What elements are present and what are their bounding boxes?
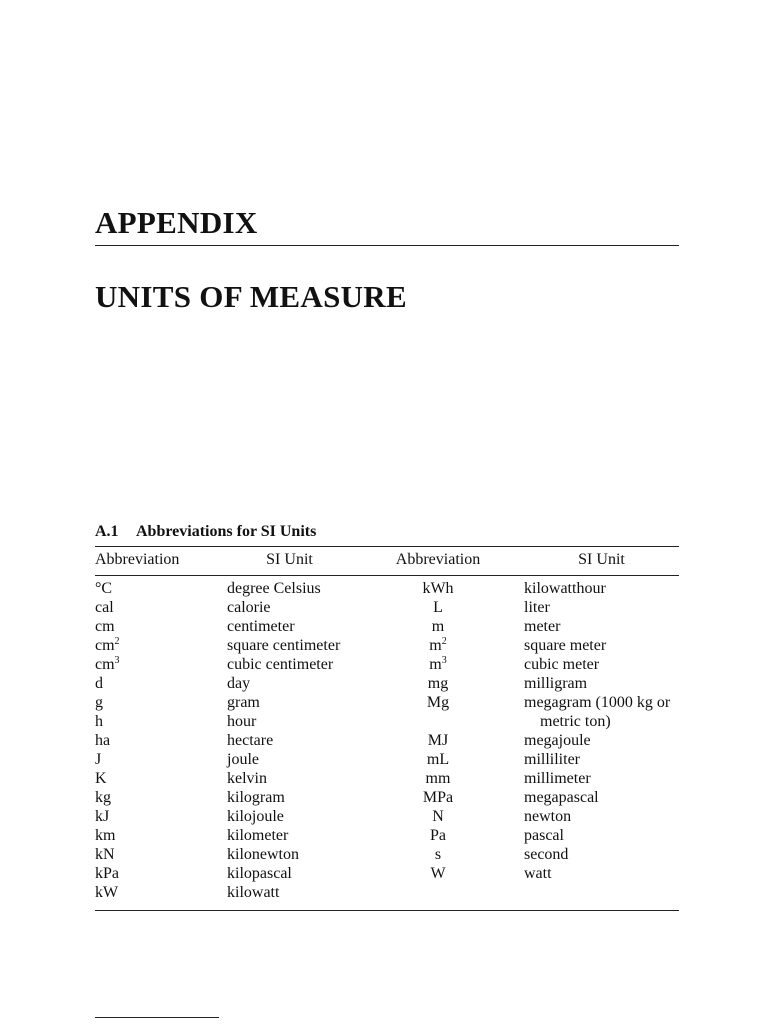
table-caption-text: Abbreviations for SI Units (136, 523, 317, 540)
abbreviation-text: ha (95, 732, 111, 749)
si-unit-text: milliliter (524, 751, 580, 768)
si-unit-text: kilometer (227, 827, 289, 844)
si-unit-cell (524, 731, 591, 750)
si-unit-text: cubic meter (524, 656, 600, 673)
abbreviation-cell (384, 731, 492, 750)
abbreviation-cell (95, 731, 110, 750)
table-row (95, 864, 679, 883)
si-unit-text: joule (227, 751, 259, 768)
si-unit-cell (227, 769, 267, 788)
table-row (95, 807, 679, 826)
abbreviation-text: mm (425, 770, 451, 787)
abbreviation-cell (384, 579, 492, 598)
table-bottom-rule (95, 910, 679, 911)
si-unit-text: day (227, 675, 251, 692)
abbreviation-text: L (433, 599, 443, 616)
table-caption (95, 522, 316, 542)
abbreviation-cell (384, 864, 492, 883)
abbreviation-text: mL (426, 751, 450, 768)
abbreviation-text: kg (95, 789, 111, 806)
si-unit-text: pascal (524, 827, 564, 844)
si-unit-cell (524, 826, 564, 845)
abbreviation-text: kN (95, 846, 115, 863)
si-unit-cell (524, 788, 599, 807)
abbreviation-text: m (429, 656, 442, 673)
abbreviation-cell (95, 845, 115, 864)
si-unit-text: watt (524, 865, 552, 882)
abbreviation-text: kWh (422, 580, 454, 597)
abbreviation-text: cal (95, 599, 114, 616)
si-unit-text: kilowatthour (524, 580, 606, 597)
si-unit-cell (227, 731, 273, 750)
abbreviation-text: s (434, 846, 442, 863)
abbreviation-text: °C (95, 580, 113, 597)
si-unit-text: megapascal (524, 789, 599, 806)
si-unit-text: newton (524, 808, 572, 825)
table-row (95, 731, 679, 750)
si-unit-cell (524, 864, 552, 883)
si-unit-text: centimeter (227, 618, 295, 635)
si-unit-text: cubic centimeter (227, 656, 334, 673)
si-unit-text: calorie (227, 599, 271, 616)
abbreviation-exponent: 2 (114, 636, 120, 647)
si-unit-cell (524, 579, 606, 598)
si-unit-cell (227, 598, 271, 617)
si-unit-cell (227, 864, 292, 883)
si-unit-text: millimeter (524, 770, 591, 787)
abbreviation-text: km (95, 827, 116, 844)
si-unit-text: degree Celsius (227, 580, 321, 597)
si-unit-cell (227, 617, 295, 636)
si-unit-text: square meter (524, 637, 607, 654)
si-unit-cell (524, 769, 591, 788)
si-unit-text: second (524, 846, 569, 863)
heading-divider (95, 245, 679, 246)
si-unit-cell (227, 807, 284, 826)
abbreviation-cell (95, 883, 118, 902)
si-unit-text: kilojoule (227, 808, 284, 825)
table-header-rule (95, 575, 679, 576)
table-row (95, 845, 679, 864)
si-unit-cell (524, 845, 568, 864)
abbreviation-text: mg (427, 675, 449, 692)
si-unit-text: kilonewton (227, 846, 299, 863)
si-unit-cell (227, 826, 288, 845)
abbreviation-cell (95, 788, 111, 807)
si-unit-text: hour (227, 713, 257, 730)
abbreviation-cell (95, 750, 101, 769)
abbreviation-cell (95, 636, 120, 655)
abbreviation-cell (95, 598, 114, 617)
si-unit-text: milligram (524, 675, 588, 692)
si-unit-continuation: metric ton) (540, 713, 611, 730)
abbreviation-text: m (429, 637, 442, 654)
abbreviation-text: J (95, 751, 102, 768)
appendix-heading: APPENDIX (95, 205, 258, 240)
abbreviation-cell (384, 826, 492, 845)
table-row (95, 674, 679, 693)
si-unit-cell (227, 883, 279, 902)
si-unit-cell (524, 807, 571, 826)
si-unit-cell (524, 598, 550, 617)
si-unit-cell (227, 845, 299, 864)
abbreviation-cell (384, 693, 492, 712)
si-unit-text: megajoule (524, 732, 591, 749)
si-unit-cell (524, 750, 580, 769)
abbreviation-text: kW (95, 884, 119, 901)
abbreviation-cell (95, 693, 103, 731)
abbreviation-text: K (95, 770, 107, 787)
abbreviation-text: Pa (430, 827, 446, 844)
abbreviation-text: cm (95, 637, 115, 654)
si-unit-cell (227, 788, 285, 807)
abbreviation-cell (384, 674, 492, 693)
abbreviation-exponent: 3 (114, 655, 120, 666)
si-unit-text: megagram (1000 kg or (524, 694, 671, 711)
si-unit-text: kilowatt (227, 884, 280, 901)
si-unit-cell (524, 655, 599, 674)
si-unit-cell (227, 655, 333, 674)
abbreviation-text: N (432, 808, 444, 825)
si-unit-text: meter (524, 618, 561, 635)
abbreviation-text: kPa (95, 865, 119, 882)
si-unit-cell (227, 750, 259, 769)
abbreviation-cell (95, 579, 112, 598)
table-row (95, 883, 679, 902)
si-unit-cell (227, 674, 250, 693)
table-row (95, 750, 679, 769)
footnote-rule (95, 1017, 219, 1018)
table-row (95, 693, 679, 731)
abbreviation-text: cm (95, 618, 115, 635)
abbreviation-cell (95, 655, 120, 674)
si-unit-cell (227, 693, 260, 731)
abbreviation-cell (95, 674, 103, 693)
si-unit-text: kelvin (227, 770, 267, 787)
column-header-si-unit-2: SI Unit (578, 551, 625, 568)
si-unit-text: gram (227, 694, 260, 711)
si-unit-cell (524, 617, 560, 636)
abbreviation-cell (384, 617, 492, 636)
abbreviation-text: MJ (427, 732, 449, 749)
abbreviation-cell (384, 636, 492, 655)
abbreviation-cell (95, 769, 107, 788)
abbreviation-cell (384, 750, 492, 769)
table-row (95, 636, 679, 655)
abbreviation-exponent: 2 (441, 636, 447, 647)
abbreviation-cell (384, 598, 492, 617)
table-body (95, 579, 679, 902)
si-unit-cell (524, 674, 587, 693)
abbreviation-text: MPa (422, 789, 454, 806)
si-unit-text: liter (524, 599, 550, 616)
abbreviation-cell (384, 788, 492, 807)
abbreviation-text: W (430, 865, 446, 882)
abbreviation-text: d (95, 675, 103, 692)
si-unit-cell (227, 579, 321, 598)
table-row (95, 788, 679, 807)
abbreviation-text: m (431, 618, 445, 635)
abbreviation-cell (384, 655, 492, 674)
abbreviation-cell (384, 769, 492, 788)
si-unit-cell (524, 693, 670, 731)
abbreviation-text: cm (95, 656, 115, 673)
abbreviation-cell (95, 826, 115, 845)
column-header-abbreviation-1: Abbreviation (95, 551, 180, 568)
abbreviation-cell (95, 617, 115, 636)
table-row (95, 769, 679, 788)
abbreviation-exponent: 3 (441, 655, 447, 666)
abbreviation-text: g (95, 694, 103, 711)
abbreviation-cell (384, 807, 492, 826)
abbreviation-cell (384, 845, 492, 864)
table-number: A.1 (95, 523, 119, 540)
abbreviation-text: Mg (426, 694, 450, 711)
table-row (95, 579, 679, 598)
column-header-abbreviation-2: Abbreviation (395, 551, 481, 568)
column-header-si-unit-1: SI Unit (266, 551, 313, 568)
si-unit-text: kilopascal (227, 865, 292, 882)
abbreviation-cell (95, 864, 119, 883)
abbreviation-text: h (95, 713, 103, 730)
abbreviation-text: kJ (95, 808, 110, 825)
si-unit-text: square centimeter (227, 637, 341, 654)
abbreviation-cell (95, 807, 109, 826)
si-unit-cell (227, 636, 340, 655)
table-row (95, 826, 679, 845)
si-unit-text: kilogram (227, 789, 285, 806)
table-top-rule (95, 546, 679, 547)
table-row (95, 598, 679, 617)
si-unit-text: hectare (227, 732, 274, 749)
table-row (95, 655, 679, 674)
si-unit-cell (524, 636, 606, 655)
chapter-title: UNITS OF MEASURE (95, 279, 407, 314)
table-row (95, 617, 679, 636)
